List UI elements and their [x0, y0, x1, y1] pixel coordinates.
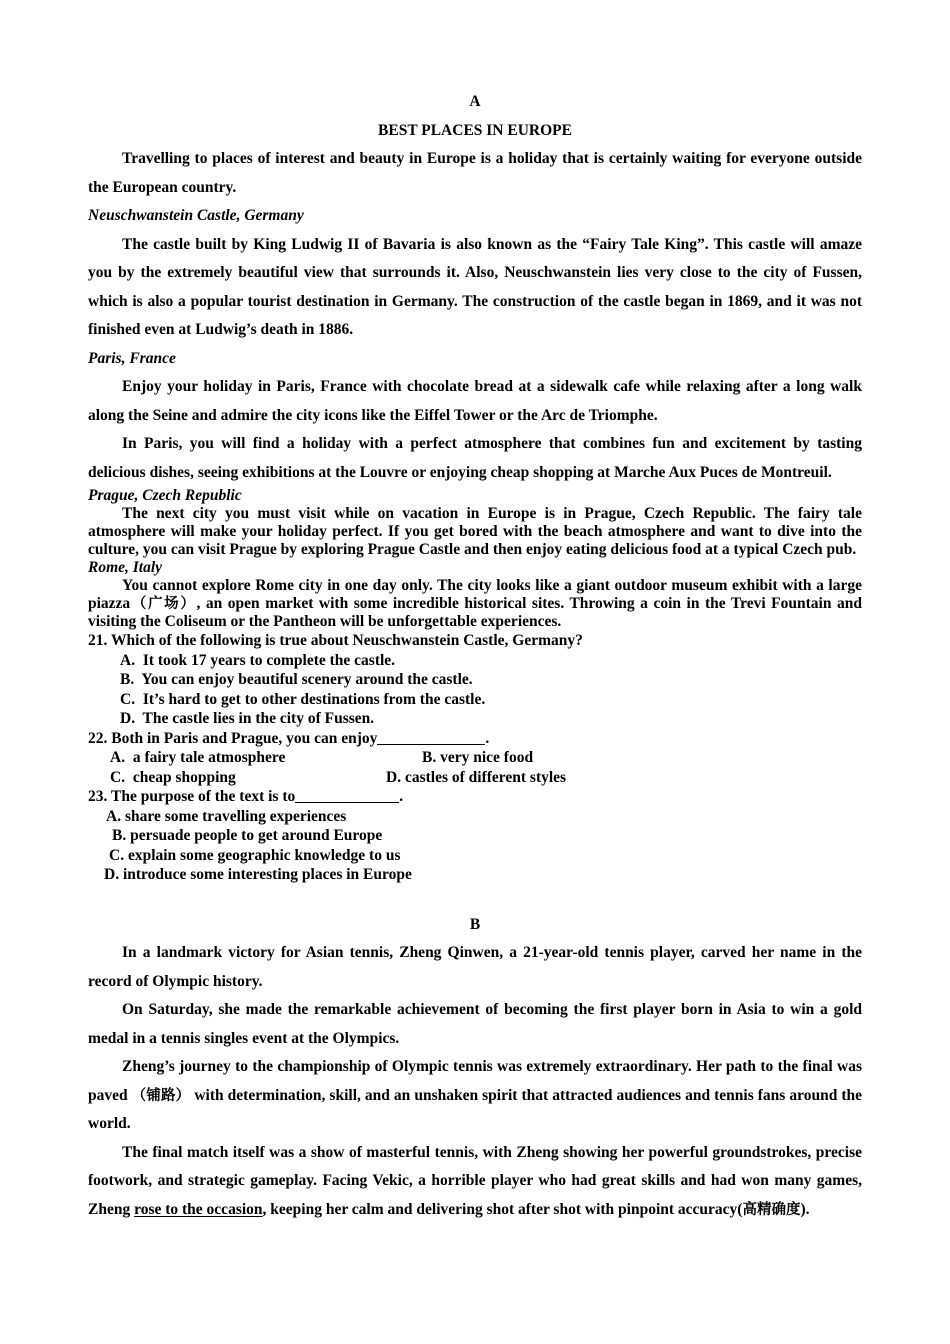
- section-heading-paris: Paris, France: [88, 349, 176, 367]
- question-21-stem: [88, 631, 862, 651]
- question-22-text: Both in Paris and Prague, you can enjoy: [111, 729, 378, 747]
- section-heading-prague: Prague, Czech Republic: [88, 487, 242, 504]
- passage-b-paragraph-4: [88, 1139, 862, 1225]
- question-23-stem-end: .: [399, 788, 404, 805]
- question-22-stem: [88, 729, 862, 749]
- passage-b-p3-part1: Zheng’s journey to the championship of Olympic tennis was extremely extraordinary. Her path to the final was paved: [88, 1058, 862, 1104]
- question-23-answer-blank[interactable]: [295, 802, 399, 803]
- passage-b-spacer: [88, 885, 862, 911]
- question-23-stem: [88, 787, 862, 807]
- question-21-option-d[interactable]: D. The castle lies in the city of Fussen.: [120, 710, 375, 727]
- passage-b-paragraph-1: In a landmark victory for Asian tennis, Zheng Qinwen, a 21-year-old tennis player, carved her name in the record of Olympic history.: [88, 944, 862, 990]
- rome-gloss-guangchang: （广场）: [130, 596, 197, 612]
- question-23-text: The purpose of the text is to: [110, 788, 296, 805]
- passage-b-label: B: [469, 915, 481, 933]
- passage-b-gloss-accuracy: 高精确度: [742, 1201, 801, 1218]
- passage-a-intro: Travelling to places of interest and beauty in Europe is a holiday that is certainly waiting for everyone outside the European country.: [88, 150, 862, 196]
- passage-a-label: A: [469, 93, 481, 110]
- section-body-prague: The next city you must visit while on vacation in Europe is in Prague, Czech Republic. The fairy tale atmosphere will make your holiday perfect. If you get bored with the beach atmosphere and want to dive into the culture, you can visit Prague by exploring Prague Castle and then enjoy eating delicious food at a typical Czech pub.: [88, 505, 862, 558]
- section-body-paris-1: Enjoy your holiday in Paris, France with chocolate bread at a sidewalk cafe while relaxing after a long walk along the Seine and admire the city icons like the Eiffel Tower or the Arc de Triomphe.: [88, 378, 862, 424]
- question-21-number: 21.: [88, 632, 108, 649]
- question-22-number: 22.: [88, 729, 108, 747]
- passage-b-paragraph-3: [88, 1053, 862, 1139]
- passage-b-paragraph-2: On Saturday, she made the remarkable achievement of becoming the first player born in Asia to win a gold medal in a tennis singles event at the Olympics.: [88, 1001, 862, 1047]
- question-22-option-a[interactable]: A. a fairy tale atmosphere: [110, 749, 286, 766]
- section-body-paris-2: In Paris, you will find a holiday with a perfect atmosphere that combines fun and excitement by tasting delicious dishes, seeing exhibitions at the Louvre or enjoying cheap shopping at Marche Aux Puces de Montreuil.: [88, 435, 862, 481]
- document-content: [88, 88, 862, 1224]
- passage-a-title: BEST PLACES IN EUROPE: [378, 121, 572, 139]
- question-22-option-b[interactable]: B. very nice food: [422, 749, 534, 766]
- question-21-text: Which of the following is true about Neuschwanstein Castle, Germany?: [110, 632, 583, 649]
- section-body-rome: [88, 577, 862, 631]
- question-22-options-row-2: [88, 768, 862, 788]
- passage-b-p4-part1: The final match itself was a show of masterful tennis, with Zheng showing her powerful groundstrokes, precise footwork, and strategic gameplay. Facing Vekic, a horrible player who had great skills and had won many games, Zheng: [88, 1143, 862, 1218]
- passage-b-p4-part2: , keeping her calm and delivering shot after shot with pinpoint accuracy(: [262, 1200, 743, 1218]
- question-23-option-c[interactable]: C. explain some geographic knowledge to us: [109, 846, 401, 864]
- section-heading-rome: Rome, Italy: [88, 559, 163, 576]
- question-23-option-d[interactable]: D. introduce some interesting places in Europe: [104, 866, 412, 883]
- question-23-option-a[interactable]: A. share some travelling experiences: [106, 807, 347, 825]
- section-heading-neuschwanstein: Neuschwanstein Castle, Germany: [88, 207, 304, 224]
- question-22-stem-end: .: [485, 729, 490, 747]
- rome-text-part2: , an open market with some incredible historical sites. Throwing a coin in the Trevi Fountain and visiting the Coliseum or the Pantheon will be unforgettable experiences.: [88, 595, 863, 630]
- tight-sections: [88, 487, 862, 631]
- question-23-option-b[interactable]: B. persuade people to get around Europe: [112, 827, 383, 844]
- passage-b-p4-part3: ).: [800, 1200, 810, 1218]
- passage-b-p3-part2: with determination, skill, and an unshaken spirit that attracted audiences and tennis fans around the world.: [88, 1086, 863, 1132]
- question-21-option-b[interactable]: B. You can enjoy beautiful scenery around the castle.: [120, 671, 473, 688]
- question-23-number: 23.: [88, 788, 108, 805]
- passage-b-gloss-pulu: （铺路）: [131, 1087, 191, 1104]
- question-22-answer-blank[interactable]: [377, 744, 485, 745]
- rome-text-part1: You cannot explore Rome city in one day only. The city looks like a giant outdoor museum exhibit with a large piazza: [88, 577, 862, 612]
- question-22-options-row-1: [88, 748, 862, 768]
- question-21-option-a[interactable]: A. It took 17 years to complete the castle.: [120, 651, 396, 669]
- passage-b-underlined-phrase: rose to the occasion: [134, 1200, 263, 1218]
- section-body-neuschwanstein: The castle built by King Ludwig II of Bavaria is also known as the “Fairy Tale King”. This castle will amaze you by the extremely beautiful view that surrounds it. Also, Neuschwanstein lies very close to the city of Fussen, which is also a popular tourist destination in Germany. The construction of the castle began in 1869, and it was not finished even at Ludwig’s death in 1886.: [88, 235, 862, 338]
- question-22-option-d[interactable]: D. castles of different styles: [386, 768, 567, 786]
- question-21-option-c[interactable]: C. It’s hard to get to other destinations from the castle.: [120, 690, 486, 708]
- question-22-option-c[interactable]: C. cheap shopping: [110, 768, 236, 786]
